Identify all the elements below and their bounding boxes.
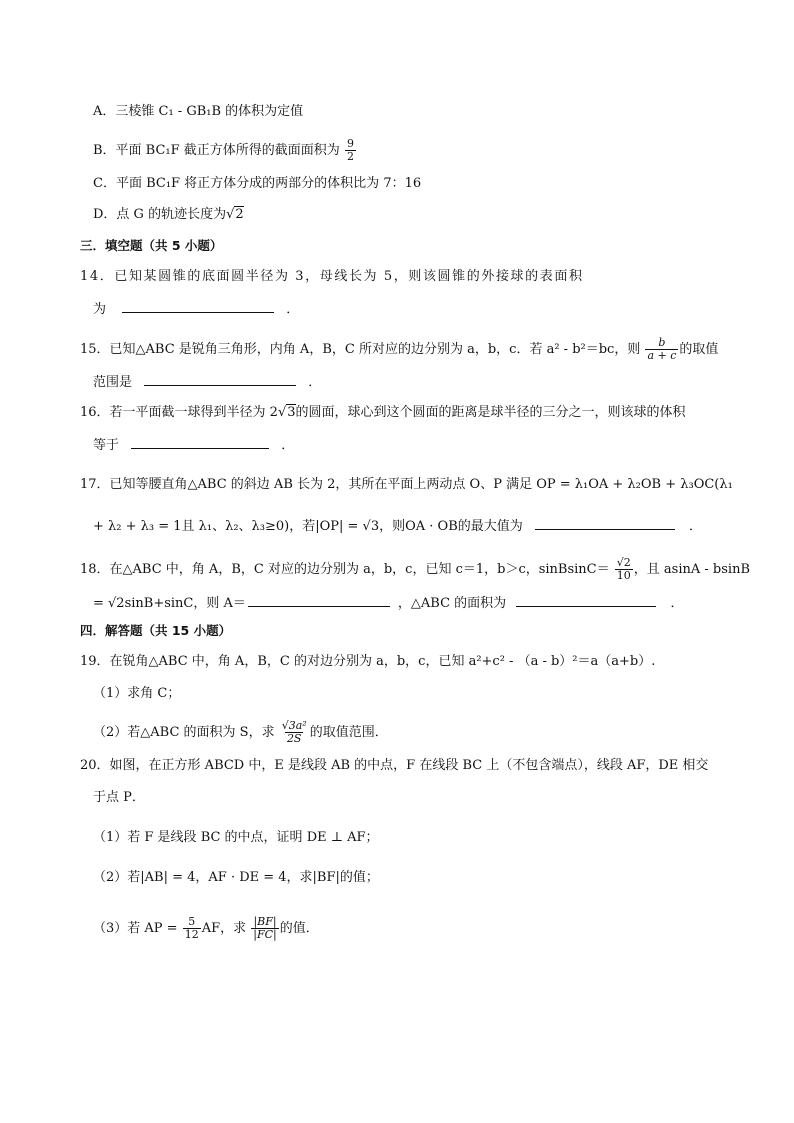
q16-line-2 [93,435,294,455]
q17-text: + λ₂ + λ₃ = 1且 λ₁、λ₂、λ₃≥0)，若|OP| = √3，则OA · OB的最大值为 [93,519,523,534]
q20-fraction-coef [183,916,201,941]
q18-text-end: ，且 asinA - bsinB [633,562,751,577]
q17-suffix: ． [689,519,703,534]
q16-line-1 [80,404,686,422]
fraction-numerator: 9 [346,137,354,150]
fraction-numerator: b [658,336,666,349]
q18-text: 18．在△ABC 中，角 A，B，C 对应的边分别为 a，b，c，已知 c＝1，b＞c，sinBsinC＝ [80,562,610,577]
q19-part-1: （1）求角 C； [93,686,181,701]
q16-text-end: 的圆面，球心到这个圆面的距离是球半径的三分之一，则该球的体积 [295,405,686,420]
q15-suffix: ． [308,375,322,390]
q14-line-2 [93,299,299,319]
q15-fraction [645,337,678,362]
q16-suffix: ． [281,438,295,453]
fraction-denominator: a + c [647,349,677,362]
q15-line-2 [93,372,321,392]
fraction-denominator: 2S [286,732,302,745]
q15-prefix: 范围是 [93,375,133,390]
fraction-denominator: |FC| [253,928,277,941]
q18-line-2 [93,593,683,613]
q18-fraction [615,557,633,582]
answer-blank-angle[interactable] [248,593,390,607]
sqrt-sign: √ [226,207,235,222]
fraction-denominator: 2 [346,150,354,163]
q16-prefix: 等于 [93,438,120,453]
option-a: A．三棱锥 C₁ - GB₁B 的体积为定值 [93,104,304,119]
q15-text-end: 的取值 [679,342,719,357]
q19-fraction [280,720,309,745]
fraction-numerator: |BF| [253,915,277,928]
q14-prefix: 为 [93,302,107,317]
option-d-text: D．点 G 的轨迹长度为 [93,207,227,222]
q20-part-1: （1）若 F 是线段 BC 的中点，证明 DE ⊥ AF； [93,830,379,845]
sqrt-radicand: 3 [287,405,296,420]
sqrt-sign: √ [277,405,287,420]
answer-blank[interactable] [144,372,296,386]
q20-part-3-mid: AF，求 [201,921,247,936]
fraction-denominator: 12 [184,928,199,941]
q19-part-2 [93,720,388,745]
option-b-text: B．平面 BC₁F 截正方体所得的截面面积为 [93,143,340,158]
q20-line-2: 于点 P． [93,790,145,805]
q15-line-1 [80,337,718,362]
fraction-numerator: √2 [616,556,631,569]
q20-part-2: （2）若|AB| = 4，AF · DE = 4，求|BF|的值； [93,870,379,885]
q17-line-1: 17．已知等腰直角△ABC 的斜边 AB 长为 2，其所在平面上两动点 O、P 满足 OP = λ₁OA + λ₂OB + λ₃OC(λ₁ [80,477,733,492]
option-d [93,206,244,224]
option-c: C．平面 BC₁F 将正方体分成的两部分的体积比为 7：16 [93,176,422,191]
q19-part-2-end: 的取值范围． [309,725,388,740]
answer-blank[interactable] [535,516,675,530]
fraction-denominator: 10 [616,569,631,582]
sqrt-radicand: 2 [235,207,244,222]
q20-part-3 [93,916,319,941]
q14-line-1: 14．已知某圆锥的底面圆半径为 3，母线长为 5，则该圆锥的外接球的表面积 [80,269,584,284]
answer-blank-area[interactable] [516,593,656,607]
fraction-numerator: √3a² [281,719,307,732]
q20-part-3-text: （3）若 AP = [93,921,178,936]
q17-line-2 [93,516,702,536]
q18-text-2: = √2sinB+sinC，则 A＝ [93,596,246,611]
q14-suffix: ． [286,302,300,317]
q20-line-1: 20．如图，在正方形 ABCD 中，E 是线段 AB 的中点，F 在线段 BC 上（不包含端点），线段 AF，DE 相交 [80,758,709,773]
q18-suffix: ． [670,596,684,611]
section-heading-answer: 四．解答题（共 15 小题） [80,623,232,638]
q18-line-1 [80,557,750,582]
answer-blank[interactable] [131,435,269,449]
q18-text-3: ，△ABC 的面积为 [397,596,507,611]
section-heading-fill-in: 三．填空题（共 5 小题） [80,238,223,253]
answer-blank[interactable] [122,299,274,313]
q20-fraction-ratio [251,916,278,941]
q15-text: 15．已知△ABC 是锐角三角形，内角 A，B，C 所对应的边分别为 a，b，c．若 a² - b²＝bc，则 [80,342,641,357]
q19-part-2-text: （2）若△ABC 的面积为 S，求 [93,725,275,740]
option-b [93,138,357,163]
q19-line-1: 19．在锐角△ABC 中，角 A，B，C 的对边分别为 a，b，c，已知 a²+c² - （a - b）²＝a（a+b）. [80,654,656,669]
option-b-fraction [345,138,356,163]
fraction-numerator: 5 [188,915,196,928]
q16-text: 16．若一平面截一球得到半径为 2 [80,405,278,420]
q20-part-3-end: 的值． [279,921,319,936]
